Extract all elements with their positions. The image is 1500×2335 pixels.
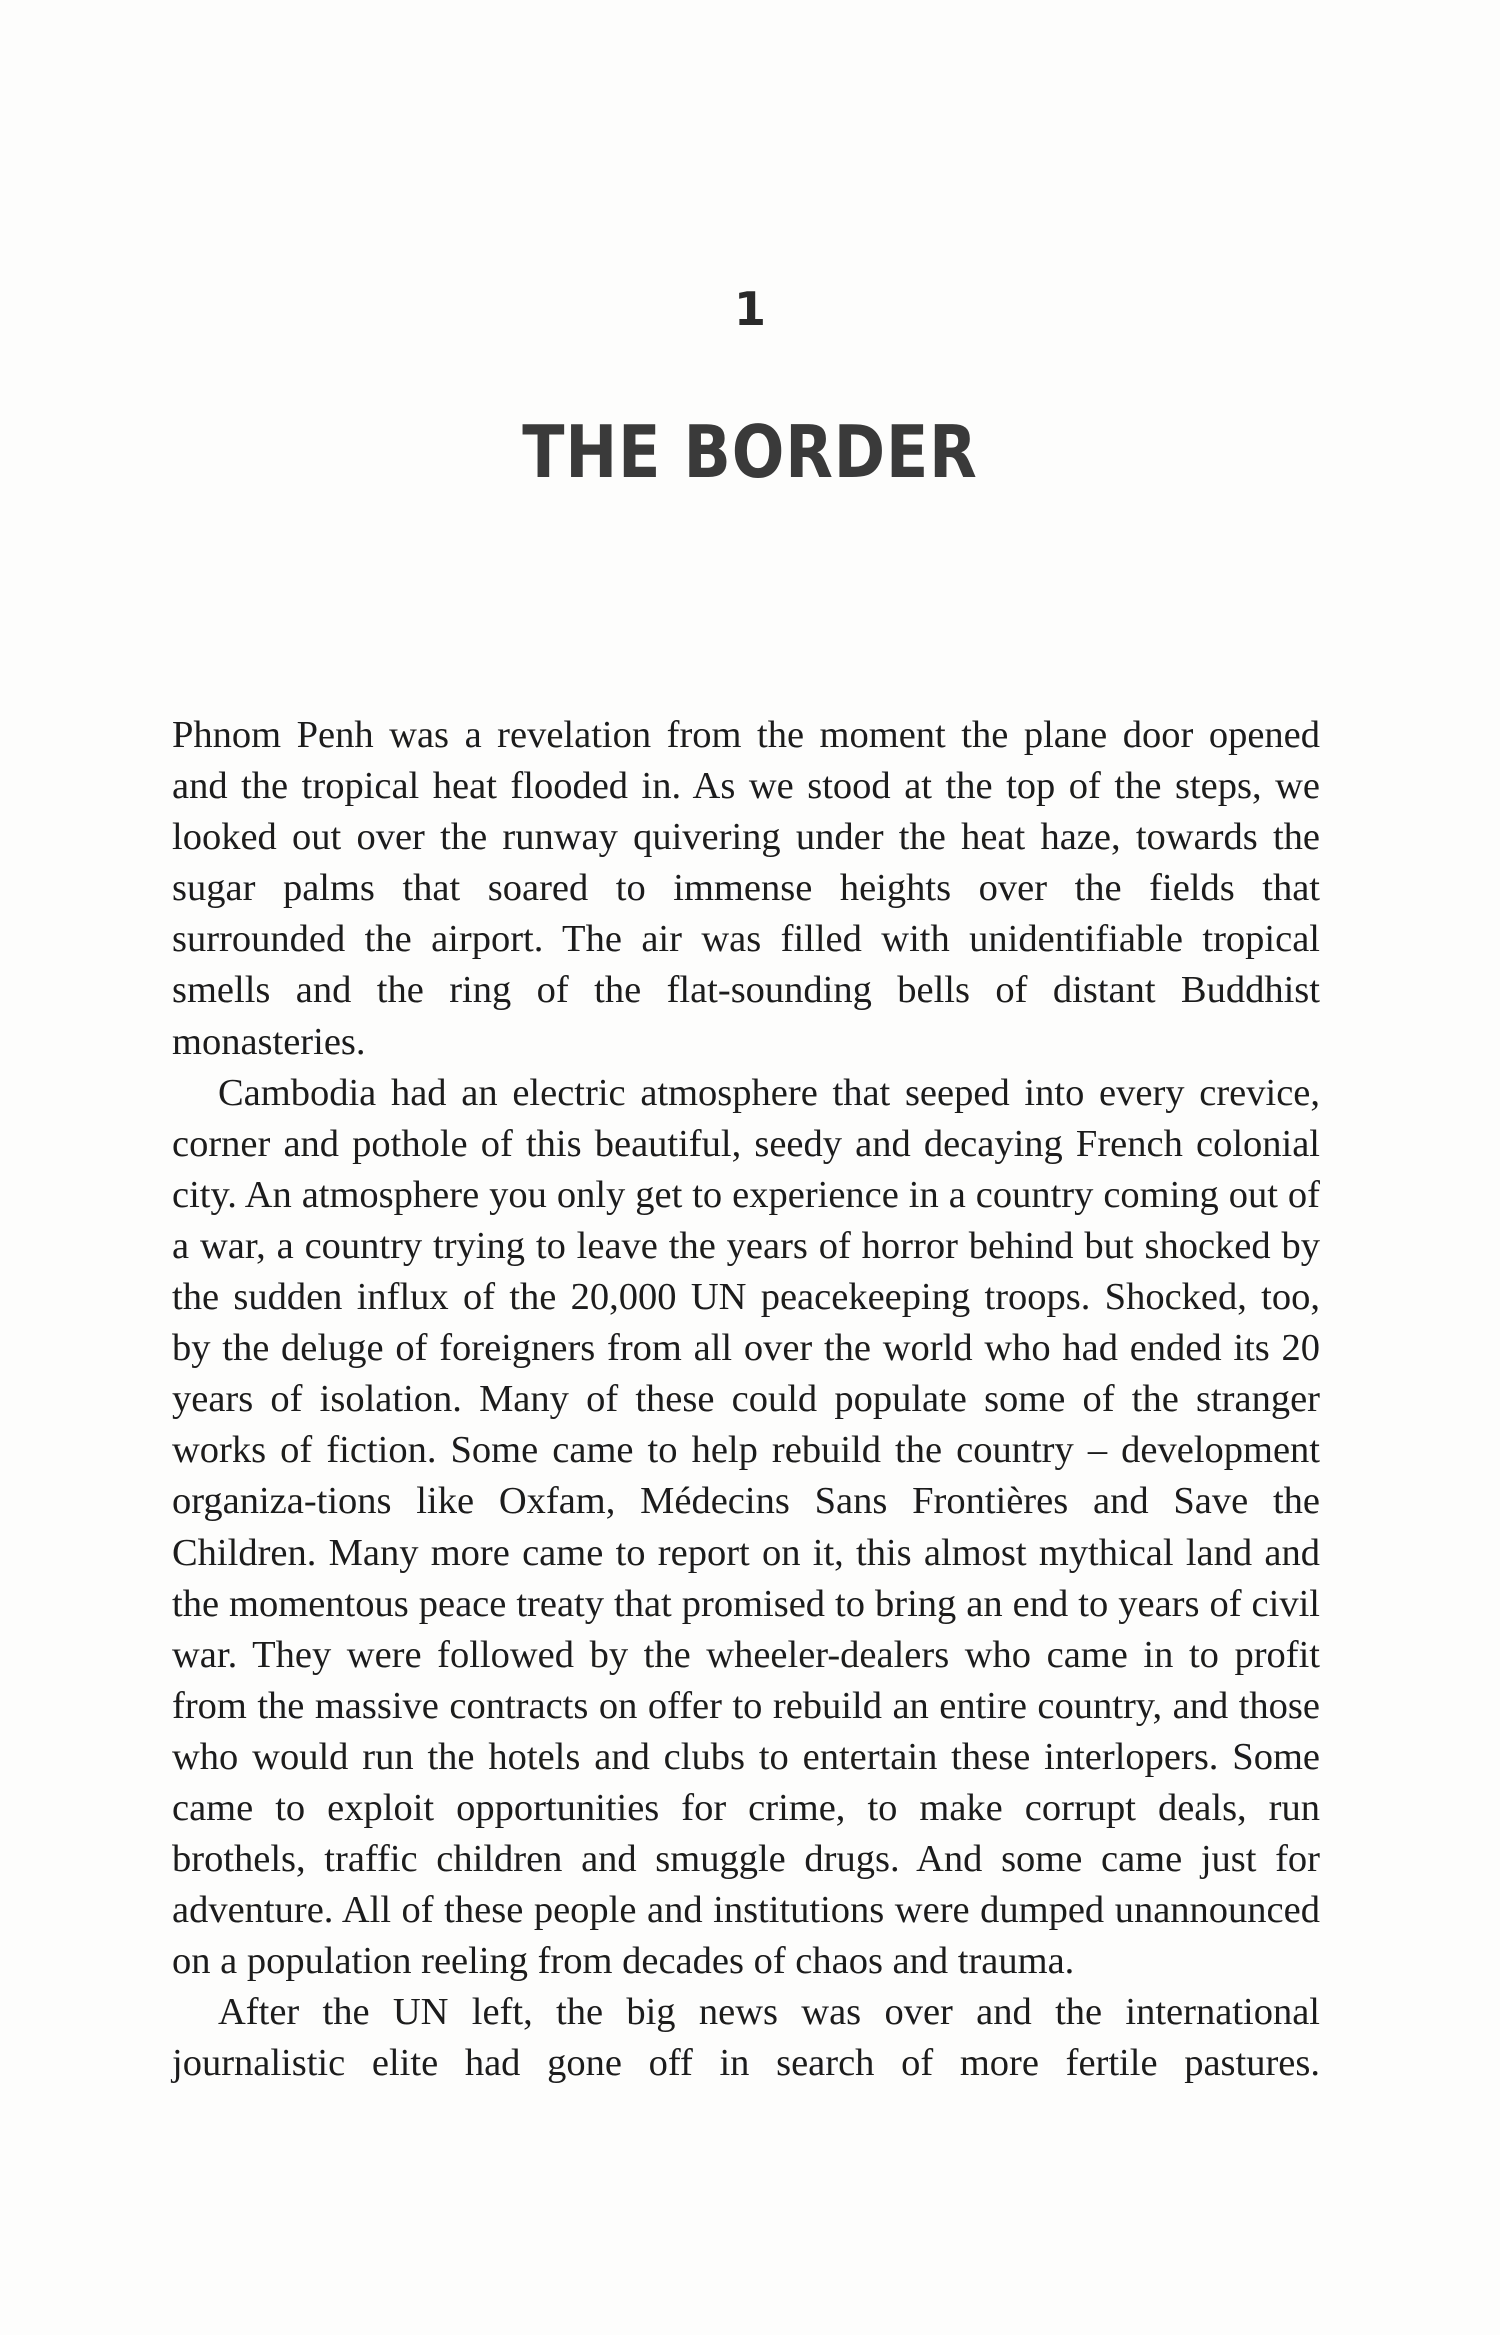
chapter-body [172, 710, 1320, 2090]
paragraph-3: After the UN left, the big news was over and the international journalistic elite had gone off in search of more fertile pastures. [172, 1991, 1320, 2085]
paragraph-2: Cambodia had an electric atmosphere that seeped into every crevice, corner and pothole of this beautiful, seedy and decaying French colonial city. An atmosphere you only get to experience in a country coming out of a war, a country trying to leave the years of horror behind but shocked by the sudden influx of the 20,000 UN peacekeeping troops. Shocked, too, by the deluge of foreigners from all over the world who had ended its 20 years of isolation. Many of these could populate some of the stranger works of fiction. Some came to help rebuild the country – development organiza-tions like Oxfam, Médecins Sans Frontières and Save the Children. Many more came to report on it, this almost mythical land and the momentous peace treaty that promised to bring an end to years of civil war. They were followed by the wheeler-dealers who came in to profit from the massive contracts on offer to rebuild an entire country, and those who would run the hotels and clubs to entertain these interlopers. Some came to exploit opportunities for crime, to make corrupt deals, run brothels, traffic children and smuggle drugs. And some came just for adventure. All of these people and institutions were dumped unannounced on a population reeling from decades of chaos and trauma. [172, 1071, 1320, 1983]
chapter-title: THE BORDER [522, 410, 978, 494]
chapter-number: 1 [733, 282, 766, 336]
paragraph-1: Phnom Penh was a revelation from the moment the plane door opened and the tropical heat flooded in. As we stood at the top of the steps, we looked out over the runway quivering under the heat haze, towards the sugar palms that soared to immense heights over the fields that surrounded the airport. The air was filled with unidentifiable tropical smells and the ring of the flat-sounding bells of distant Buddhist monasteries. [172, 714, 1320, 1063]
